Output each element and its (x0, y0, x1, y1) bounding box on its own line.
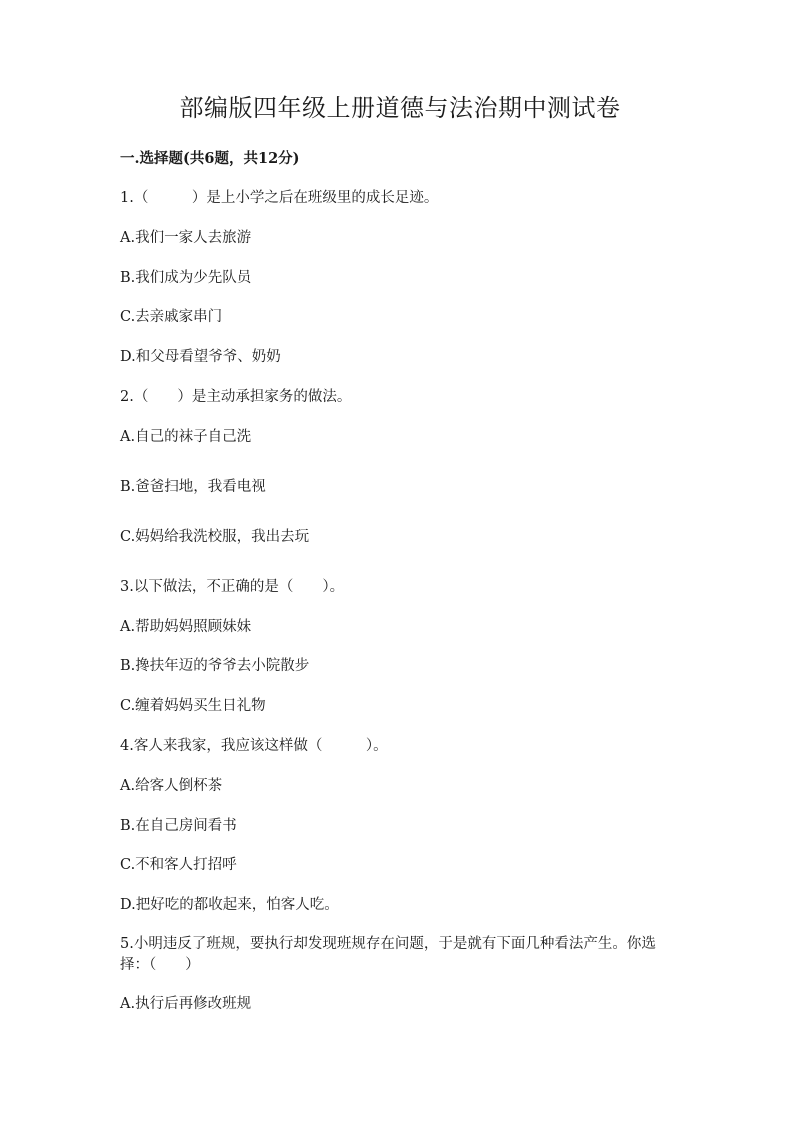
question-1-stem: 1.（ ）是上小学之后在班级里的成长足迹。 (120, 190, 439, 206)
question-1-option-b: B.我们成为少先队员 (120, 270, 252, 286)
question-5-stem: 5.小明违反了班规，要执行却发现班规存在问题，于是就有下面几种看法产生。你选择：（ ） (120, 936, 656, 973)
question-3-option-c: C.缠着妈妈买生日礼物 (120, 698, 266, 714)
question-4-option-b: B.在自己房间看书 (120, 818, 237, 834)
question-2-stem: 2.（ ）是主动承担家务的做法。 (120, 389, 352, 405)
question-4-option-a: A.给客人倒杯茶 (120, 778, 223, 794)
question-4-stem: 4.客人来我家，我应该这样做（ ）。 (120, 738, 388, 754)
question-2-option-c: C.妈妈给我洗校服，我出去玩 (120, 529, 310, 545)
section-heading: 一.选择题(共6题，共12分) (120, 150, 300, 167)
question-5-option-a: A.执行后再修改班规 (120, 996, 252, 1012)
document-title: 部编版四年级上册道德与法治期中测试卷 (179, 94, 621, 122)
question-4-option-c: C.不和客人打招呼 (120, 857, 237, 873)
question-1-option-c: C.去亲戚家串门 (120, 309, 223, 325)
question-3-stem: 3.以下做法，不正确的是（ ）。 (120, 579, 345, 595)
question-3-option-a: A.帮助妈妈照顾妹妹 (120, 619, 252, 635)
question-1-option-d: D.和父母看望爷爷、奶奶 (120, 349, 281, 365)
question-2-option-a: A.自己的袜子自己洗 (120, 429, 252, 445)
question-4-option-d: D.把好吃的都收起来，怕客人吃。 (120, 897, 339, 913)
question-1-option-a: A.我们一家人去旅游 (120, 230, 252, 246)
question-2-option-b: B.爸爸扫地，我看电视 (120, 479, 266, 495)
question-3-option-b: B.搀扶年迈的爷爷去小院散步 (120, 658, 310, 674)
